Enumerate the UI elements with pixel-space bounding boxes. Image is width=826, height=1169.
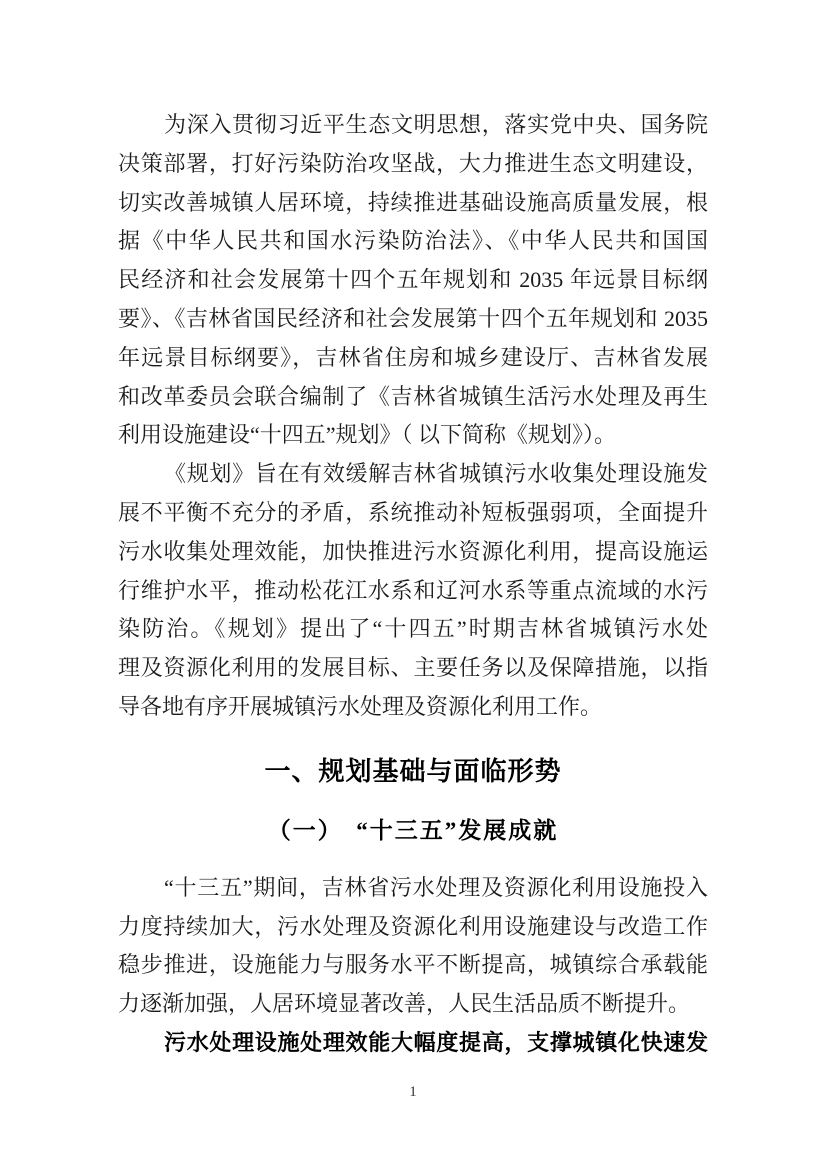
text-line: 稳步推进，设施能力与服务水平不断提高，城镇综合承载能 bbox=[118, 952, 708, 978]
text-line: “十三五”期间，吉林省污水处理及资源化利用设施投入 bbox=[164, 874, 708, 900]
text-line: 展不平衡不充分的矛盾，系统推动补短板强弱项，全面提升 bbox=[118, 499, 708, 525]
text-line: 污水收集处理效能，加快推进污水资源化利用，提高设施运 bbox=[118, 538, 708, 564]
text-line: 力逐渐加强，人居环境显著改善，人民生活品质不断提升。 bbox=[118, 991, 691, 1017]
text-line: 染防治。《规划》提出了“十四五”时期吉林省城镇污水处 bbox=[118, 616, 708, 642]
text-line: 民经济和社会发展第十四个五年规划和 2035 年远景目标纲 bbox=[118, 267, 708, 293]
text-line: 力度持续加大，污水处理及资源化利用设施建设与改造工作 bbox=[118, 913, 708, 939]
text-line: 和改革委员会联合编制了《吉林省城镇生活污水处理及再生 bbox=[118, 383, 708, 409]
paragraph-intro bbox=[118, 106, 708, 455]
text-line: 污水处理设施处理效能大幅度提高，支撑城镇化快速发 bbox=[164, 1029, 708, 1055]
text-line: 为深入贯彻习近平生态文明思想，落实党中央、国务院 bbox=[164, 112, 708, 137]
text-line: 《规划》旨在有效缓解吉林省城镇污水收集处理设施发 bbox=[164, 461, 708, 487]
text-line: 利用设施建设“十四五”规划》（ 以下简称《规划》）。 bbox=[118, 422, 617, 448]
document-body bbox=[118, 106, 708, 1063]
text-line: 要》、《吉林省国民经济和社会发展第十四个五年规划和 2035 bbox=[118, 305, 708, 331]
text-line: 理及资源化利用的发展目标、主要任务以及保障措施，以指 bbox=[118, 655, 708, 681]
text-line: 决策部署，打好污染防治攻坚战，大力推进生态文明建设， bbox=[118, 150, 708, 176]
page-number: 1 bbox=[409, 1084, 417, 1100]
paragraph-bold-lead bbox=[118, 1024, 708, 1063]
paragraph-13th-fyp-achievements bbox=[118, 869, 708, 1024]
paragraph-plan-purpose bbox=[118, 455, 708, 727]
text-line: 切实改善城镇人居环境，持续推进基础设施高质量发展，根 bbox=[118, 189, 708, 215]
text-line: 导各地有序开展城镇污水处理及资源化利用工作。 bbox=[118, 693, 603, 719]
text-line: 据《中华人民共和国水污染防治法》、《中华人民共和国国 bbox=[118, 228, 708, 254]
text-line: 年远景目标纲要》，吉林省住房和城乡建设厅、吉林省发展 bbox=[118, 344, 708, 370]
text-line: 行维护水平，推动松花江水系和辽河水系等重点流域的水污 bbox=[118, 577, 708, 603]
subsection-heading-1-1: （一） “十三五”发展成就 bbox=[267, 817, 559, 843]
section-heading-1: 一、规划基础与面临形势 bbox=[264, 755, 562, 786]
